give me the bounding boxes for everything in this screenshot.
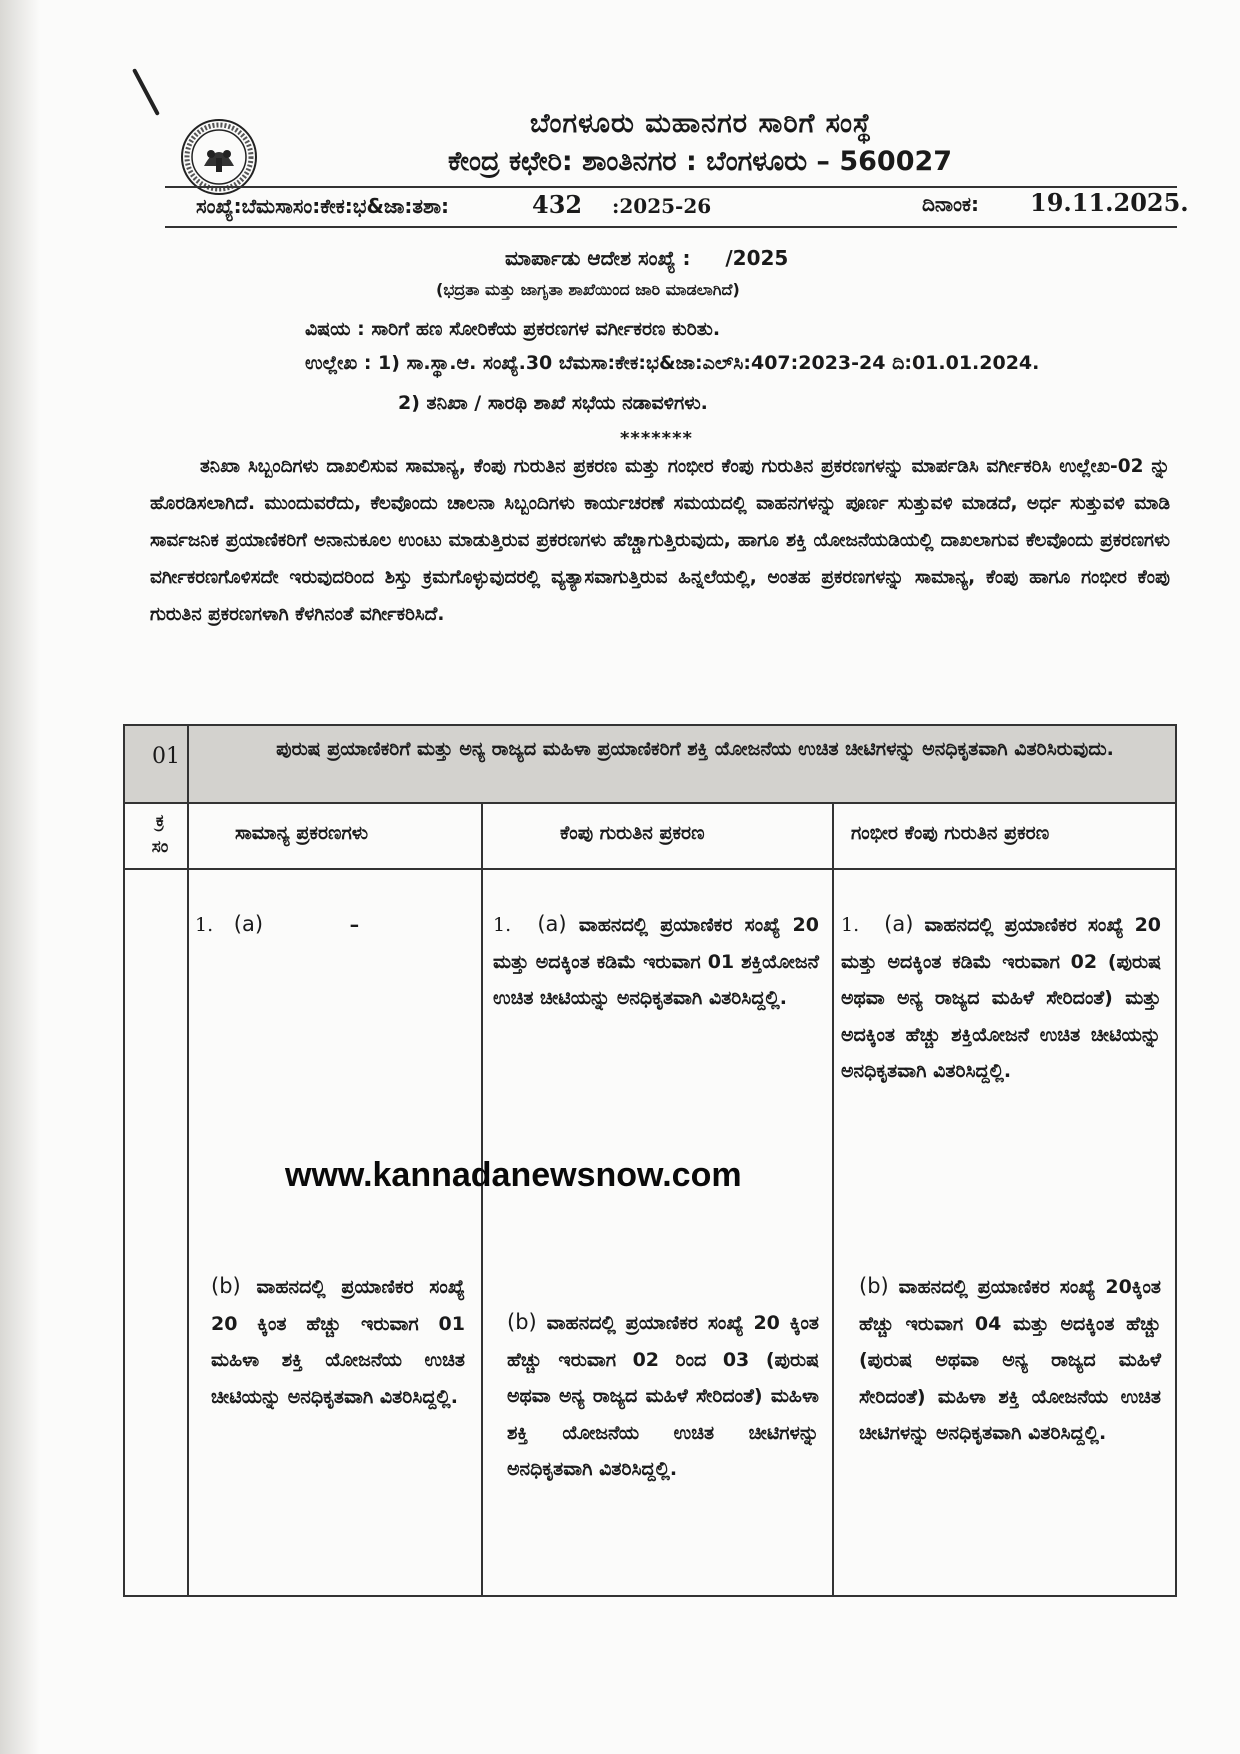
section-title: ಪುರುಷ ಪ್ರಯಾಣಿಕರಿಗೆ ಮತ್ತು ಅನ್ಯ ರಾಜ್ಯದ ಮಹಿಳಾ ಪ್ರಯಾಣಿಕರಿಗೆ ಶಕ್ತಿ ಯೋಜನೆಯ ಉಚಿತ ಚೀಟಿಗಳನ್ನು ಅನಧಿಕೃತವಾಗಿ ವಿತರಿಸಿರುವುದು. (276, 738, 1114, 760)
cell-a-serious (841, 906, 1161, 1090)
header-rule-top (165, 186, 1177, 188)
cell-a-serious-text: ವಾಹನದಲ್ಲಿ ಪ್ರಯಾಣಿಕರ ಸಂಖ್ಯೆ 20 ಮತ್ತು ಅದಕ್ಕಿಂತ ಕಡಿಮೆ ಇರುವಾಗ 02 (ಪುರುಷ ಅಥವಾ ಅನ್ಯ ರಾಜ್ಯದ ಮಹಿಳೆ ಸೇರಿದಂತೆ) ಮತ್ತು ಅದಕ್ಕಿಂತ ಹೆಚ್ಚು ಶಕ್ತಿಯೋಜನೆ ಉಚಿತ ಚೀಟಿಯನ್ನು ಅನಧಿಕೃತವಾಗಿ ವಿತರಿಸಿದ್ದಲ್ಲಿ. (841, 914, 1162, 1082)
row-number: 1. (195, 914, 214, 936)
cell-b-serious-text: ವಾಹನದಲ್ಲಿ ಪ್ರಯಾಣಿಕರ ಸಂಖ್ಯೆ 20ಕ್ಕಿಂತ ಹೆಚ್ಚು ಇರುವಾಗ 04 ಮತ್ತು ಅದಕ್ಕಿಂತ ಹೆಚ್ಚು (ಪುರುಷ ಅಥವಾ ಅನ್ಯ ರಾಜ್ಯದ ಮಹಿಳೆ ಸೇರಿದಂತೆ) ಮಹಿಳಾ ಶಕ್ತಿ ಯೋಜನೆಯ ಉಚಿತ ಚೀಟಿಗಳನ್ನು ಅನಧಿಕೃತವಾಗಿ ವಿತರಿಸಿದ್ದಲ್ಲಿ. (859, 1276, 1161, 1444)
reference-2: 2) ತನಿಖಾ / ಸಾರಥಿ ಶಾಖೆ ಸಭೆಯ ನಡಾವಳಿಗಳು. (398, 392, 708, 414)
cell-a-red (493, 906, 819, 1017)
row-divider (125, 802, 1175, 804)
sno-header-2: ಸಂ (151, 837, 169, 857)
row-divider (125, 868, 1175, 870)
body-paragraph: ತನಿಖಾ ಸಿಬ್ಬಂದಿಗಳು ದಾಖಲಿಸುವ ಸಾಮಾನ್ಯ, ಕೆಂಪು ಗುರುತಿನ ಪ್ರಕರಣ ಮತ್ತು ಗಂಭೀರ ಕೆಂಪು ಗುರುತಿನ ಪ್ರಕರಣಗಳನ್ನು ಮಾರ್ಪಡಿಸಿ ವರ್ಗೀಕರಿಸಿ ಉಲ್ಲೇಖ-02 ನ್ನು ಹೊರಡಿಸಲಾಗಿದೆ. ಮುಂದುವರೆದು, ಕೆಲವೊಂದು ಚಾಲನಾ ಸಿಬ್ಬಂದಿಗಳು ಕಾರ್ಯಚರಣೆ ಸಮಯದಲ್ಲಿ ವಾಹನಗಳನ್ನು ಪೂರ್ಣ ಸುತ್ತುವಳಿ ಮಾಡದೆ, ಅರ್ಧ ಸುತ್ತುವಳಿ ಮಾಡಿ ಸಾರ್ವಜನಿಕ ಪ್ರಯಾಣಿಕರಿಗೆ ಅನಾನುಕೂಲ ಉಂಟು ಮಾಡುತ್ತಿರುವ ಪ್ರಕರಣಗಳು ಹೆಚ್ಚಾಗುತ್ತಿರುವುದು, ಹಾಗೂ ಶಕ್ತಿ ಯೋಜನೆಯಡಿಯಲ್ಲಿ ದಾಖಲಾಗುವ ಕೆಲವೊಂದು ಪ್ರಕರಣಗಳು ವರ್ಗೀಕರಣಗೊಳಿಸದೇ ಇರುವುದರಿಂದ ಶಿಸ್ತು ಕ್ರಮಗೊಳ್ಳುವುದರಲ್ಲಿ ವ್ಯತ್ಯಾಸವಾಗುತ್ತಿರುವ ಹಿನ್ನಲೆಯಲ್ಲಿ, ಅಂತಹ ಪ್ರಕರಣಗಳನ್ನು ಸಾಮಾನ್ಯ, ಕೆಂಪು ಹಾಗೂ ಗಂಭೀರ ಕೆಂಪು ಗುರುತಿನ ಪ್ರಕರಣಗಳಾಗಿ ಕೆಳಗಿನಂತೆ ವರ್ಗೀಕರಿಸಿದೆ. (150, 456, 1170, 625)
col-divider (481, 802, 483, 1595)
row-number: 1. (493, 914, 512, 936)
subject-line: ವಿಷಯ : ಸಾರಿಗೆ ಹಣ ಸೋರಿಕೆಯ ಪ್ರಕರಣಗಳ ವರ್ಗೀಕರಣ ಕುರಿತು. (305, 318, 721, 340)
pen-mark (132, 68, 160, 116)
col-divider (187, 726, 189, 1595)
row-lead-a: (a) (537, 912, 567, 936)
col-header-normal: ಸಾಮಾನ್ಯ ಪ್ರಕರಣಗಳು (235, 822, 369, 844)
cell-a-normal-text: – (349, 914, 360, 936)
row-lead-b: (b) (211, 1274, 241, 1298)
cell-b-normal-text: ವಾಹನದಲ್ಲಿ ಪ್ರಯಾಣಿಕರ ಸಂಖ್ಯೆ 20 ಕ್ಕಿಂತ ಹೆಚ್ಚು ಇರುವಾಗ 01 ಮಹಿಳಾ ಶಕ್ತಿ ಯೋಜನೆಯ ಉಚಿತ ಚೀಟಿಯನ್ನು ಅನಧಿಕೃತವಾಗಿ ವಿತರಿಸಿದ್ದಲ್ಲಿ. (211, 1276, 465, 1408)
cell-b-serious (859, 1268, 1161, 1452)
cell-a-red-text: ವಾಹನದಲ್ಲಿ ಪ್ರಯಾಣಿಕರ ಸಂಖ್ಯೆ 20 ಮತ್ತು ಅದಕ್ಕಿಂತ ಕಡಿಮೆ ಇರುವಾಗ 01 ಶಕ್ತಿಯೋಜನೆ ಉಚಿತ ಚೀಟಿಯನ್ನು ಅನಧಿಕೃತವಾಗಿ ವಿತರಿಸಿದ್ದಲ್ಲಿ. (493, 914, 819, 1009)
sno-header (145, 808, 175, 860)
row-lead-a: (a) (884, 912, 914, 936)
date-label: ದಿನಾಂಕ: (922, 192, 979, 216)
bmtc-seal-icon (180, 118, 258, 196)
header-rule-bottom (165, 226, 1177, 228)
ref-year: :2025-26 (612, 194, 712, 218)
watermark: www.kannadanewsnow.com (285, 1156, 742, 1194)
separator: ******* (620, 428, 693, 449)
row-number: 1. (841, 914, 860, 936)
col-header-red: ಕೆಂಪು ಗುರುತಿನ ಪ್ರಕರಣ (560, 822, 705, 844)
ref-prefix: ಸಂಖ್ಯೆ:ಬೆಮಸಾಸಂ:ಕೇಕ:ಭ&ಜಾ:ತಶಾ: (196, 194, 450, 218)
row-lead-b: (b) (507, 1310, 537, 1334)
cell-b-red (507, 1304, 819, 1488)
date-value: 19.11.2025. (1030, 188, 1189, 217)
cell-a-normal (195, 906, 465, 944)
org-name: ಬೆಂಗಳೂರು ಮಹಾನಗರ ಸಾರಿಗೆ ಸಂಸ್ಥೆ (530, 108, 873, 139)
cell-b-normal (211, 1268, 465, 1415)
scan-edge-shadow (0, 0, 40, 1754)
col-divider (832, 802, 834, 1595)
row-lead-b: (b) (859, 1274, 889, 1298)
reference-1: ಉಲ್ಲೇಖ : 1) ಸಾ.ಸ್ಥಾ.ಆ. ಸಂಖ್ಯೆ.30 ಬೆಮಸಾ:ಕೇಕ:ಭ&ಜಾ:ಎಲ್‌ಸಿ:407:2023-24 ದಿ:01.01.2024. (305, 352, 1040, 374)
row-lead-a: (a) (233, 912, 264, 936)
sno-header-1: ಕ್ರ (155, 811, 165, 831)
ref-number: 432 (532, 190, 583, 219)
col-header-serious: ಗಂಭೀರ ಕೆಂಪು ಗುರುತಿನ ಪ್ರಕರಣ (851, 822, 1050, 844)
order-title: ಮಾರ್ಪಾಡು ಆದೇಶ ಸಂಖ್ಯೆ : /2025 (505, 246, 789, 270)
cell-b-red-text: ವಾಹನದಲ್ಲಿ ಪ್ರಯಾಣಿಕರ ಸಂಖ್ಯೆ 20 ಕ್ಕಿಂತ ಹೆಚ್ಚು ಇರುವಾಗ 02 ರಿಂದ 03 (ಪುರುಷ ಅಥವಾ ಅನ್ಯ ರಾಜ್ಯದ ಮಹಿಳೆ ಸೇರಿದಂತೆ) ಮಹಿಳಾ ಶಕ್ತಿ ಯೋಜನೆಯ ಉಚಿತ ಚೀಟಿಗಳನ್ನು ಅನಧಿಕೃತವಾಗಿ ವಿತರಿಸಿದ್ದಲ್ಲಿ. (507, 1312, 819, 1480)
section-number: 01 (152, 744, 180, 769)
order-subtitle: (ಭದ್ರತಾ ಮತ್ತು ಜಾಗೃತಾ ಶಾಖೆಯಿಂದ ಜಾರಿ ಮಾಡಲಾಗಿದೆ) (436, 280, 740, 299)
office-address: ಕೇಂದ್ರ ಕಛೇರಿ: ಶಾಂತಿನಗರ : ಬೆಂಗಳೂರು – 560027 (448, 146, 953, 177)
